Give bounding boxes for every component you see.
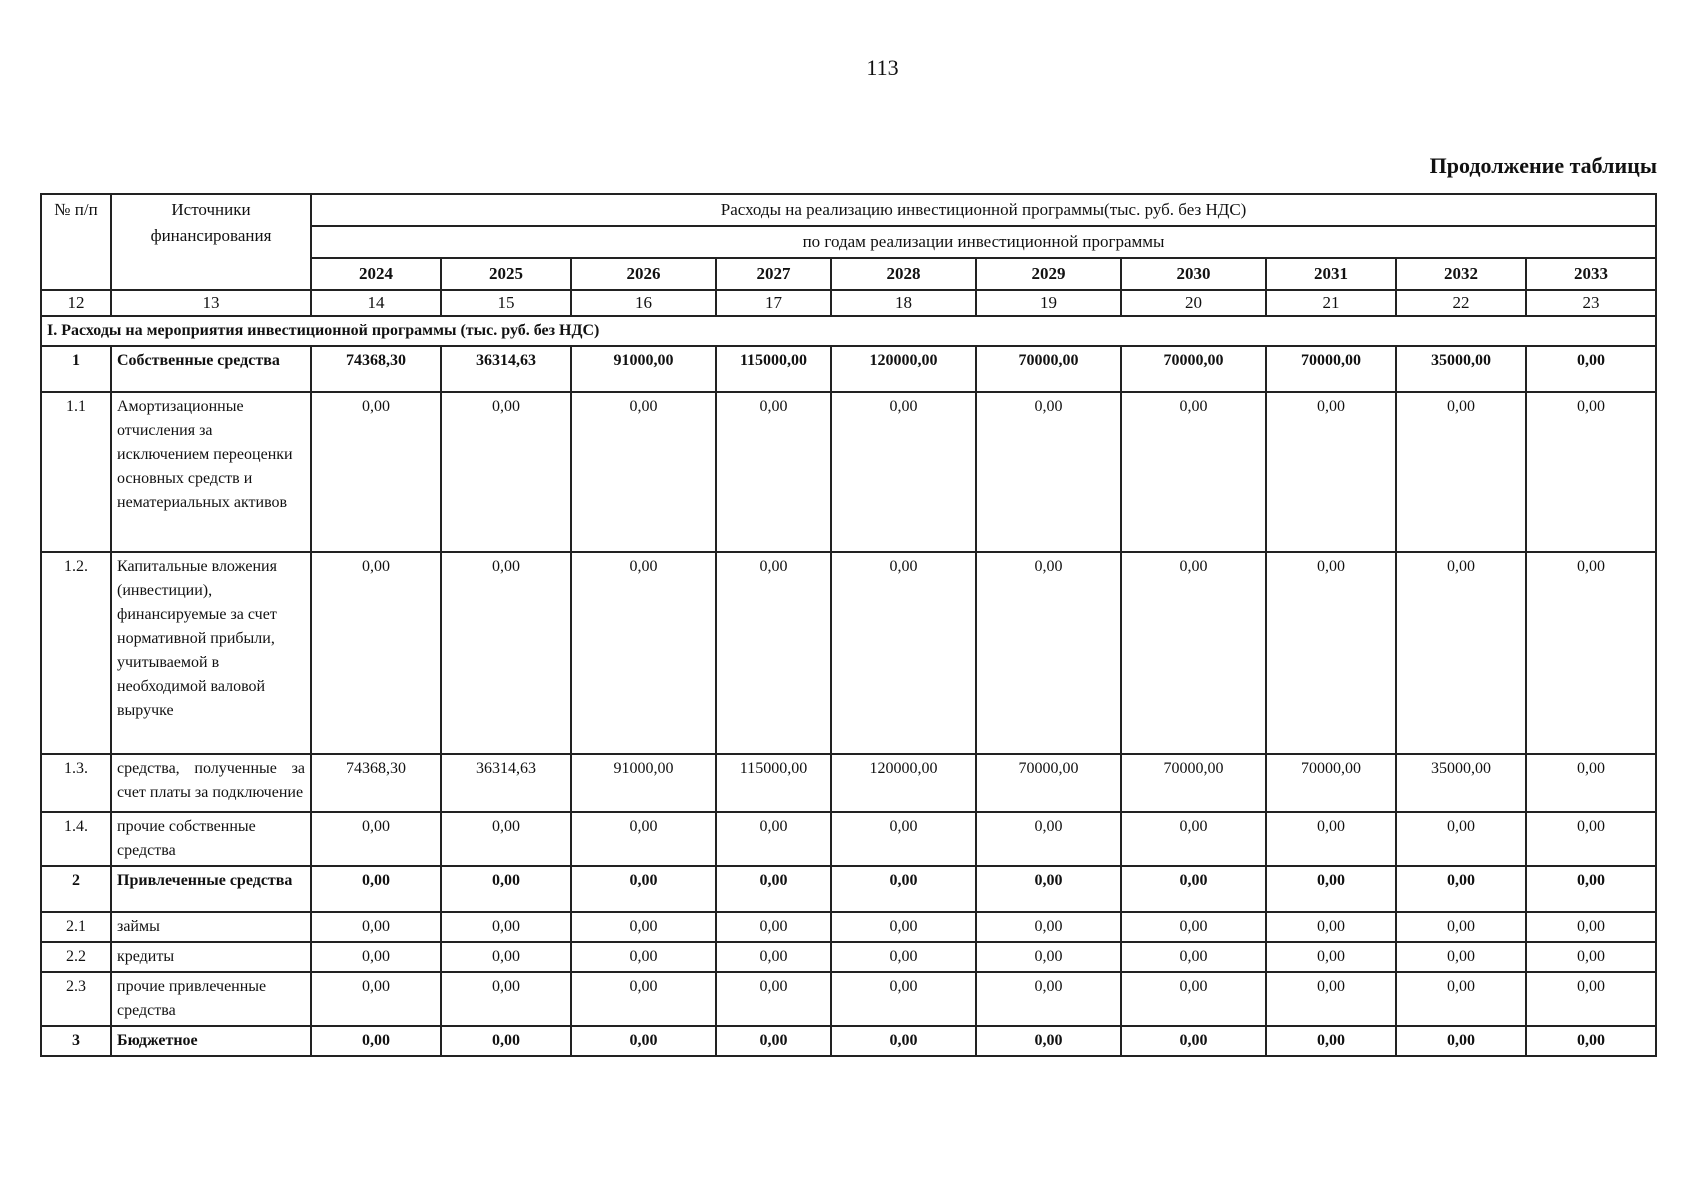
value-cell: 0,00	[976, 392, 1121, 552]
value-cell: 0,00	[1526, 912, 1656, 942]
value-cell: 70000,00	[976, 346, 1121, 392]
section-title-row	[41, 316, 1656, 346]
row-number-cell: 1	[41, 346, 111, 392]
value-cell: 0,00	[1121, 866, 1266, 912]
value-cell: 0,00	[1526, 392, 1656, 552]
value-cell: 70000,00	[1266, 346, 1396, 392]
year-cell: 2031	[1266, 258, 1396, 290]
value-cell: 0,00	[1121, 972, 1266, 1026]
value-cell: 0,00	[831, 552, 976, 754]
row-number-cell: 2.1	[41, 912, 111, 942]
value-cell: 0,00	[716, 812, 831, 866]
header-num-col: № п/п	[41, 194, 111, 290]
value-cell: 70000,00	[1121, 754, 1266, 812]
header-expenses-title: Расходы на реализацию инвестиционной программы(тыс. руб. без НДС)	[311, 194, 1656, 226]
value-cell: 0,00	[1266, 812, 1396, 866]
value-cell: 0,00	[831, 942, 976, 972]
value-cell: 0,00	[976, 942, 1121, 972]
year-cell: 2024	[311, 258, 441, 290]
value-cell: 74368,30	[311, 346, 441, 392]
value-cell: 74368,30	[311, 754, 441, 812]
value-cell: 0,00	[1266, 866, 1396, 912]
table-row	[41, 346, 1656, 392]
value-cell: 120000,00	[831, 346, 976, 392]
header-row-title	[41, 194, 1656, 226]
value-cell: 0,00	[441, 866, 571, 912]
col-number-cell: 12	[41, 290, 111, 316]
value-cell: 0,00	[1396, 812, 1526, 866]
source-name-cell: Привлеченные средства	[111, 866, 311, 912]
value-cell: 0,00	[311, 812, 441, 866]
year-cell: 2030	[1121, 258, 1266, 290]
value-cell: 0,00	[716, 942, 831, 972]
value-cell: 0,00	[1526, 754, 1656, 812]
value-cell: 0,00	[1526, 1026, 1656, 1056]
year-cell: 2027	[716, 258, 831, 290]
value-cell: 0,00	[311, 552, 441, 754]
col-number-cell: 20	[1121, 290, 1266, 316]
source-name-cell: средства, полученные за счет платы за подключение	[111, 754, 311, 812]
value-cell: 0,00	[1266, 552, 1396, 754]
year-cell: 2026	[571, 258, 716, 290]
value-cell: 0,00	[571, 552, 716, 754]
section-title: I. Расходы на мероприятия инвестиционной программы (тыс. руб. без НДС)	[41, 316, 1656, 346]
source-name-cell: прочие привлеченные средства	[111, 972, 311, 1026]
value-cell: 0,00	[716, 392, 831, 552]
col-number-cell: 18	[831, 290, 976, 316]
value-cell: 35000,00	[1396, 754, 1526, 812]
source-name-cell: займы	[111, 912, 311, 942]
value-cell: 0,00	[831, 912, 976, 942]
value-cell: 0,00	[1396, 942, 1526, 972]
value-cell: 0,00	[716, 1026, 831, 1056]
value-cell: 0,00	[1121, 392, 1266, 552]
value-cell: 0,00	[976, 812, 1121, 866]
value-cell: 0,00	[311, 972, 441, 1026]
source-name-cell: Собственные средства	[111, 346, 311, 392]
value-cell: 0,00	[1526, 942, 1656, 972]
row-number-cell: 1.3.	[41, 754, 111, 812]
value-cell: 0,00	[1266, 912, 1396, 942]
col-number-cell: 15	[441, 290, 571, 316]
value-cell: 0,00	[976, 552, 1121, 754]
value-cell: 0,00	[311, 912, 441, 942]
row-number-cell: 1.1	[41, 392, 111, 552]
value-cell: 0,00	[1121, 552, 1266, 754]
source-name-cell: прочие собственные средства	[111, 812, 311, 866]
col-number-cell: 19	[976, 290, 1121, 316]
source-name-cell: Бюджетное	[111, 1026, 311, 1056]
row-number-cell: 3	[41, 1026, 111, 1056]
row-number-cell: 2.3	[41, 972, 111, 1026]
value-cell: 0,00	[1526, 866, 1656, 912]
value-cell: 0,00	[1396, 552, 1526, 754]
col-number-cell: 14	[311, 290, 441, 316]
table-row	[41, 392, 1656, 552]
value-cell: 36314,63	[441, 346, 571, 392]
value-cell: 0,00	[571, 1026, 716, 1056]
header-row-col-numbers	[41, 290, 1656, 316]
value-cell: 0,00	[976, 912, 1121, 942]
value-cell: 0,00	[1526, 552, 1656, 754]
source-name-cell: кредиты	[111, 942, 311, 972]
value-cell: 0,00	[716, 912, 831, 942]
table-body	[41, 346, 1656, 1056]
value-cell: 0,00	[831, 392, 976, 552]
value-cell: 0,00	[1266, 942, 1396, 972]
value-cell: 0,00	[441, 392, 571, 552]
value-cell: 0,00	[1526, 812, 1656, 866]
value-cell: 0,00	[311, 942, 441, 972]
continuation-label: Продолжение таблицы	[1429, 153, 1657, 178]
year-cell: 2028	[831, 258, 976, 290]
value-cell: 0,00	[441, 1026, 571, 1056]
table-row	[41, 866, 1656, 912]
col-number-cell: 17	[716, 290, 831, 316]
value-cell: 0,00	[1121, 812, 1266, 866]
row-number-cell: 2.2	[41, 942, 111, 972]
table-row	[41, 754, 1656, 812]
year-cell: 2032	[1396, 258, 1526, 290]
value-cell: 35000,00	[1396, 346, 1526, 392]
source-name-cell: Капитальные вложения (инвестиции), финансируемые за счет нормативной прибыли, учитываемой в необходимой валовой выручке	[111, 552, 311, 754]
value-cell: 0,00	[1121, 942, 1266, 972]
value-cell: 115000,00	[716, 346, 831, 392]
value-cell: 0,00	[571, 866, 716, 912]
row-number-cell: 1.2.	[41, 552, 111, 754]
value-cell: 0,00	[1266, 392, 1396, 552]
value-cell: 0,00	[1396, 866, 1526, 912]
value-cell: 0,00	[441, 972, 571, 1026]
investment-table	[40, 193, 1657, 1057]
value-cell: 36314,63	[441, 754, 571, 812]
value-cell: 0,00	[1396, 392, 1526, 552]
value-cell: 115000,00	[716, 754, 831, 812]
year-cell: 2029	[976, 258, 1121, 290]
value-cell: 0,00	[1526, 972, 1656, 1026]
col-number-cell: 22	[1396, 290, 1526, 316]
year-cell: 2033	[1526, 258, 1656, 290]
value-cell: 0,00	[441, 812, 571, 866]
value-cell: 91000,00	[571, 346, 716, 392]
table-row	[41, 942, 1656, 972]
table-row	[41, 812, 1656, 866]
year-cell: 2025	[441, 258, 571, 290]
value-cell: 0,00	[1396, 912, 1526, 942]
table-row	[41, 912, 1656, 942]
value-cell: 0,00	[441, 942, 571, 972]
value-cell: 0,00	[716, 972, 831, 1026]
value-cell: 0,00	[831, 812, 976, 866]
row-number-cell: 2	[41, 866, 111, 912]
value-cell: 0,00	[831, 1026, 976, 1056]
value-cell: 0,00	[1266, 1026, 1396, 1056]
value-cell: 0,00	[571, 942, 716, 972]
value-cell: 0,00	[1121, 912, 1266, 942]
row-number-cell: 1.4.	[41, 812, 111, 866]
header-by-years: по годам реализации инвестиционной программы	[311, 226, 1656, 258]
source-name-cell: Амортизационные отчисления за исключением переоценки основных средств и нематериальных активов	[111, 392, 311, 552]
value-cell: 70000,00	[1266, 754, 1396, 812]
value-cell: 120000,00	[831, 754, 976, 812]
col-number-cell: 16	[571, 290, 716, 316]
value-cell: 0,00	[716, 552, 831, 754]
value-cell: 0,00	[571, 912, 716, 942]
value-cell: 0,00	[441, 912, 571, 942]
value-cell: 0,00	[1396, 972, 1526, 1026]
value-cell: 0,00	[571, 392, 716, 552]
value-cell: 0,00	[831, 866, 976, 912]
value-cell: 0,00	[831, 972, 976, 1026]
value-cell: 0,00	[716, 866, 831, 912]
col-number-cell: 23	[1526, 290, 1656, 316]
value-cell: 70000,00	[976, 754, 1121, 812]
value-cell: 0,00	[571, 972, 716, 1026]
value-cell: 0,00	[976, 866, 1121, 912]
value-cell: 70000,00	[1121, 346, 1266, 392]
table-row	[41, 972, 1656, 1026]
table-row	[41, 552, 1656, 754]
page-number: 113	[866, 55, 899, 80]
table-row	[41, 1026, 1656, 1056]
value-cell: 0,00	[1266, 972, 1396, 1026]
header-source-col: Источники финансирования	[111, 194, 311, 290]
col-number-cell: 13	[111, 290, 311, 316]
value-cell: 0,00	[1396, 1026, 1526, 1056]
value-cell: 0,00	[976, 1026, 1121, 1056]
value-cell: 0,00	[1121, 1026, 1266, 1056]
value-cell: 91000,00	[571, 754, 716, 812]
value-cell: 0,00	[441, 552, 571, 754]
value-cell: 0,00	[571, 812, 716, 866]
value-cell: 0,00	[1526, 346, 1656, 392]
col-number-cell: 21	[1266, 290, 1396, 316]
value-cell: 0,00	[976, 972, 1121, 1026]
value-cell: 0,00	[311, 1026, 441, 1056]
value-cell: 0,00	[311, 866, 441, 912]
value-cell: 0,00	[311, 392, 441, 552]
